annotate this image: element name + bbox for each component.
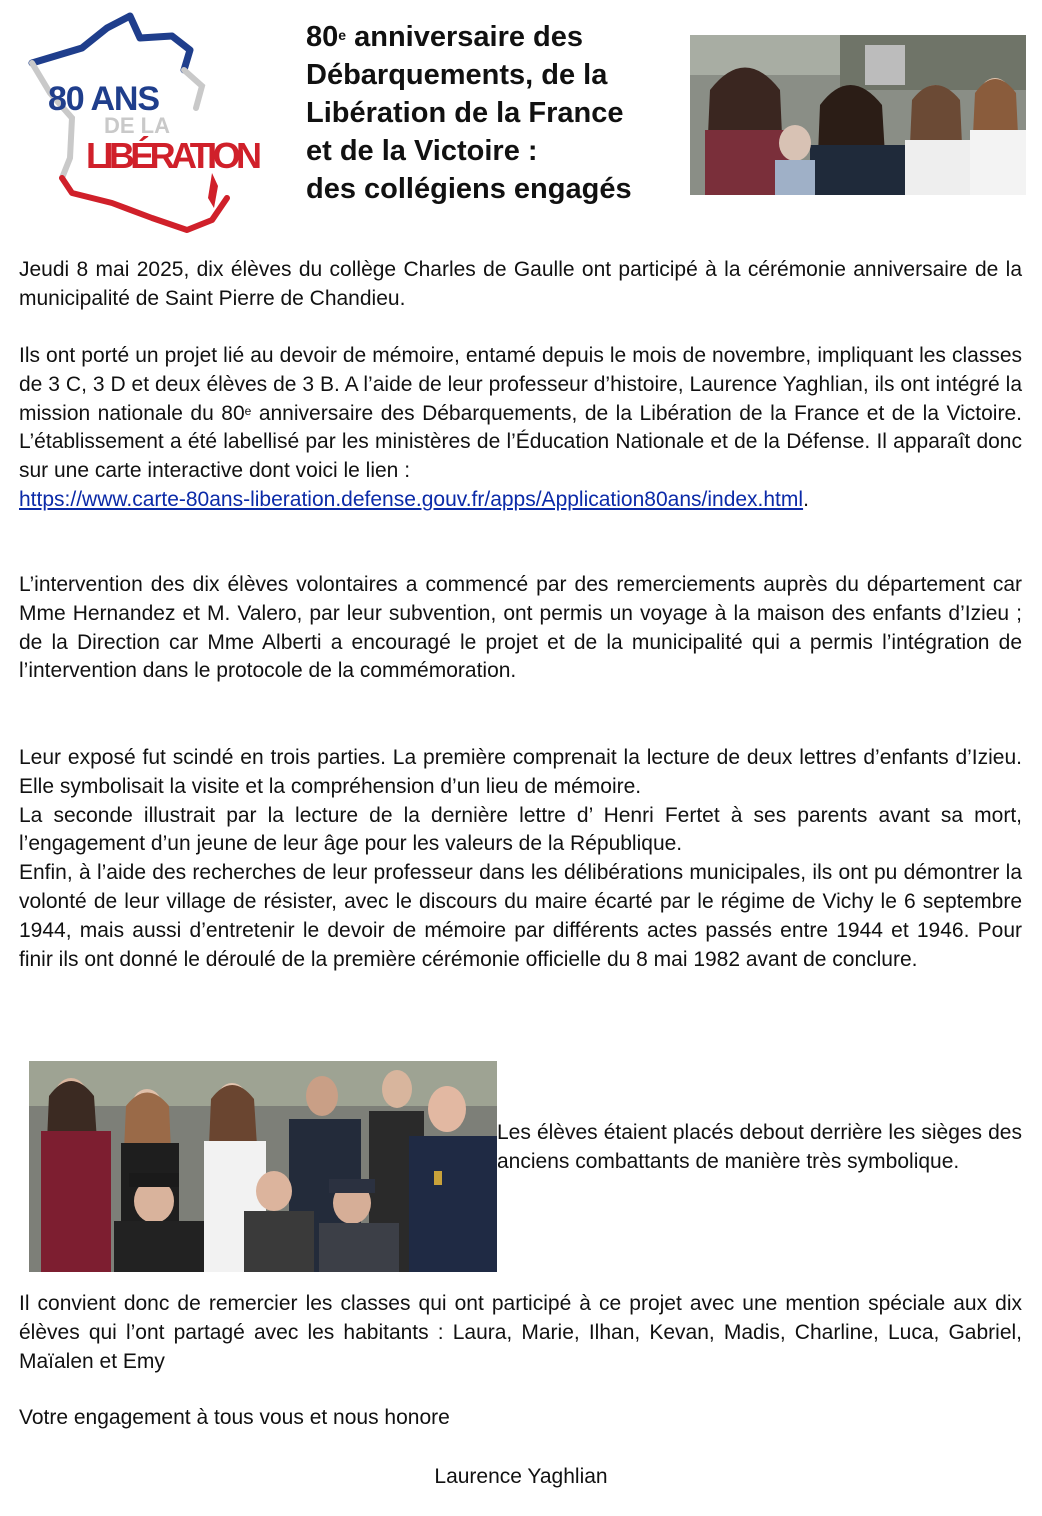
logo-line1: 80 ANS: [48, 80, 160, 118]
paragraph-closing: Votre engagement à tous vous et nous honore: [19, 1406, 450, 1429]
page-title: [306, 18, 686, 208]
paragraph-thanks: Il convient donc de remercier les classes qui ont participé à ce projet avec une mention spéciale aux dix élèves qui l’ont partagé avec les habitants : Laura, Marie, Ilhan, Kevan, Madis, Charline, Luca, Gabriel, Maïalen et Emy: [19, 1292, 1022, 1373]
corsica-shape: [208, 173, 218, 208]
photo-caption: Les élèves étaient placés debout derrière les sièges des anciens combattants de manière très symbolique.: [497, 1121, 1022, 1173]
logo-line2: DE LA: [104, 113, 170, 138]
title-line-3: Libération de la France: [306, 97, 624, 129]
title-line-1: 80e anniversaire des: [306, 21, 584, 53]
ceremony-photo-bottom: [29, 1061, 497, 1272]
expose-part-3: Enfin, à l’aide des recherches de leur professeur dans les délibérations municipales, ils ont pu démontrer la volonté de leur village de résister, avec le discours du maire écarté par le régime de Vichy le 6 septembre 1944, mais aussi d’entretenir le devoir de mémoire par différents actes passés entre 1944 et 1946. Pour finir ils ont donné le déroulé de la première cérémonie officielle du 8 mai 1982 avant de conclure.: [19, 861, 1022, 971]
title-line-5: des collégiens engagés: [306, 173, 632, 205]
paragraph-expose: [19, 744, 1022, 974]
france-outline-red: [62, 178, 227, 230]
expose-part-1: Leur exposé fut scindé en trois parties. La première comprenait la lecture de deux lettres d’enfants d’Izieu. Elle symbolisait la visite et la compréhension d’un lieu de mémoire.: [19, 746, 1022, 798]
paragraph-project: Ils ont porté un projet lié au devoir de mémoire, entamé depuis le mois de novembre, impliquant les classes de 3 C, 3 D et deux élèves de 3 B. A l’aide de leur professeur d’histoire, Laurence Yaghlian, ils ont intégré la mission nationale du 80e anniversaire des Débarquements, de la Libération de la France et de la Victoire. L’établissement a été labellisé par les ministères de l’Éducation Nationale et de la Défense. Il apparaît donc sur une carte interactive dont voici le lien : https://www.carte-80ans-liberation.defense.gouv.fr/apps/Application80ans/index.html.: [19, 344, 1022, 511]
liberation-logo: [12, 8, 274, 240]
signature: Laurence Yaghlian: [434, 1465, 608, 1488]
ceremony-photo-top: [690, 35, 1026, 195]
france-outline-blue: [32, 16, 190, 70]
title-line-4: et de la Victoire :: [306, 135, 538, 167]
logo-line3: LIBÉRATION: [86, 135, 262, 176]
interactive-map-link[interactable]: https://www.carte-80ans-liberation.defense.gouv.fr/apps/Application80ans/index.html: [19, 487, 804, 511]
paragraph-intervention: L’intervention des dix élèves volontaires a commencé par des remerciements auprès du département car Mme Hernandez et M. Valero, par leur subvention, ont permis un voyage à la maison des enfants d’Izieu ; de la Direction car Mme Alberti a encouragé le projet et de la municipalité qui a permis l’intégration de l’intervention dans le protocole de la commémoration.: [19, 573, 1022, 683]
title-line-2: Débarquements, de la: [306, 59, 608, 91]
paragraph-intro: Jeudi 8 mai 2025, dix élèves du collège Charles de Gaulle ont participé à la cérémonie anniversaire de la municipalité de Saint Pierre de Chandieu.: [19, 258, 1022, 310]
expose-part-2: La seconde illustrait par la lecture de la dernière lettre d’ Henri Fertet à ses parents avant sa mort, l’engagement d’un jeune de leur âge pour les valeurs de la République.: [19, 803, 1022, 856]
